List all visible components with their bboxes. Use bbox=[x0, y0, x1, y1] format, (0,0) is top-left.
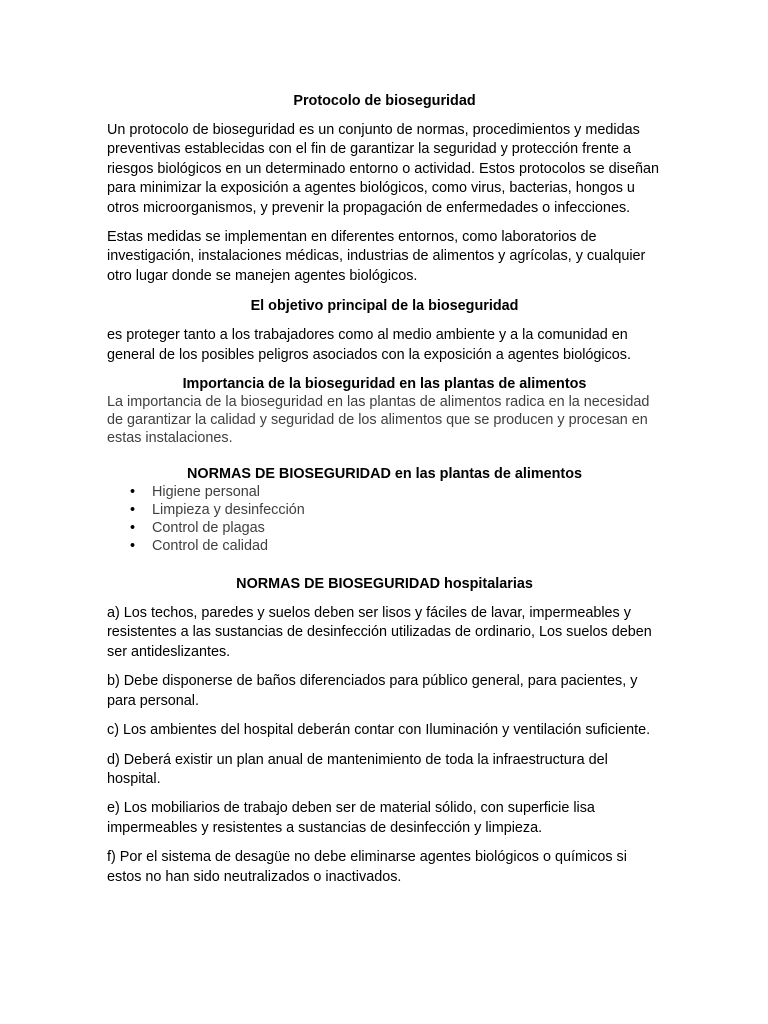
intro-paragraph-1: Un protocolo de bioseguridad es un conjunto de normas, procedimientos y medidas preventivas establecidas con el fin de garantizar la seguridad y protección frente a riesgos biológicos en un determinado entorno o actividad. Estos protocolos se diseñan para minimizar la exposición a agentes biológicos, como virus, bacterias, hongos u otros microorganismos, y prevenir la propagación de enfermedades o infecciones. bbox=[107, 122, 659, 216]
document-title: Protocolo de bioseguridad bbox=[293, 93, 476, 109]
hospital-norms-heading: NORMAS DE BIOSEGURIDAD hospitalarias bbox=[236, 576, 533, 593]
bullet-icon: • bbox=[130, 484, 136, 501]
list-item-text: Control de plagas bbox=[152, 520, 265, 537]
bullet-icon: • bbox=[130, 502, 136, 519]
objective-heading: El objetivo principal de la bioseguridad bbox=[250, 298, 519, 315]
list-item-text: Higiene personal bbox=[152, 484, 261, 501]
list-item bbox=[107, 501, 662, 519]
food-norms-list bbox=[107, 483, 662, 555]
hospital-norm-a: a) Los techos, paredes y suelos deben ser lisos y fáciles de lavar, impermeables y resistentes a las sustancias de desinfección utilizadas de ordinario, Los suelos deben ser antideslizantes. bbox=[107, 605, 652, 660]
objective-text: es proteger tanto a los trabajadores como al medio ambiente y a la comunidad en general de los posibles peligros asociados con la exposición a agentes biológicos. bbox=[107, 327, 631, 363]
hospital-norm-d: d) Deberá existir un plan anual de mantenimiento de toda la infraestructura del hospital. bbox=[107, 751, 608, 787]
list-item bbox=[107, 537, 662, 555]
food-norms-heading: NORMAS DE BIOSEGURIDAD en las plantas de alimentos bbox=[186, 466, 583, 483]
intro-paragraph-2: Estas medidas se implementan en diferentes entornos, como laboratorios de investigación, instalaciones médicas, industrias de alimentos y agrícolas, y cualquier otro lugar donde se manejen agentes biológicos. bbox=[107, 229, 646, 284]
importance-heading: Importancia de la bioseguridad en las plantas de alimentos bbox=[182, 376, 587, 393]
hospital-norm-b: b) Debe disponerse de baños diferenciados para público general, para pacientes, y para personal. bbox=[107, 673, 638, 709]
list-item bbox=[107, 519, 662, 537]
bullet-icon: • bbox=[130, 538, 136, 555]
hospital-norm-c: c) Los ambientes del hospital deberán contar con Iluminación y ventilación suficiente. bbox=[107, 722, 651, 739]
list-item-text: Limpieza y desinfección bbox=[152, 502, 305, 519]
list-item-text: Control de calidad bbox=[152, 538, 268, 555]
hospital-norm-f: f) Por el sistema de desagüe no debe eliminarse agentes biológicos o químicos si estos no han sido neutralizados o inactivados. bbox=[107, 849, 627, 885]
list-item bbox=[107, 483, 662, 501]
hospital-norm-e: e) Los mobiliarios de trabajo deben ser de material sólido, con superficie lisa impermeables y resistentes a sustancias de desinfección y limpieza. bbox=[107, 800, 595, 836]
importance-text: La importancia de la bioseguridad en las plantas de alimentos radica en la necesidad de garantizar la calidad y seguridad de los alimentos que se producen y procesan en estas instalaciones. bbox=[107, 394, 650, 447]
bullet-icon: • bbox=[130, 520, 136, 537]
